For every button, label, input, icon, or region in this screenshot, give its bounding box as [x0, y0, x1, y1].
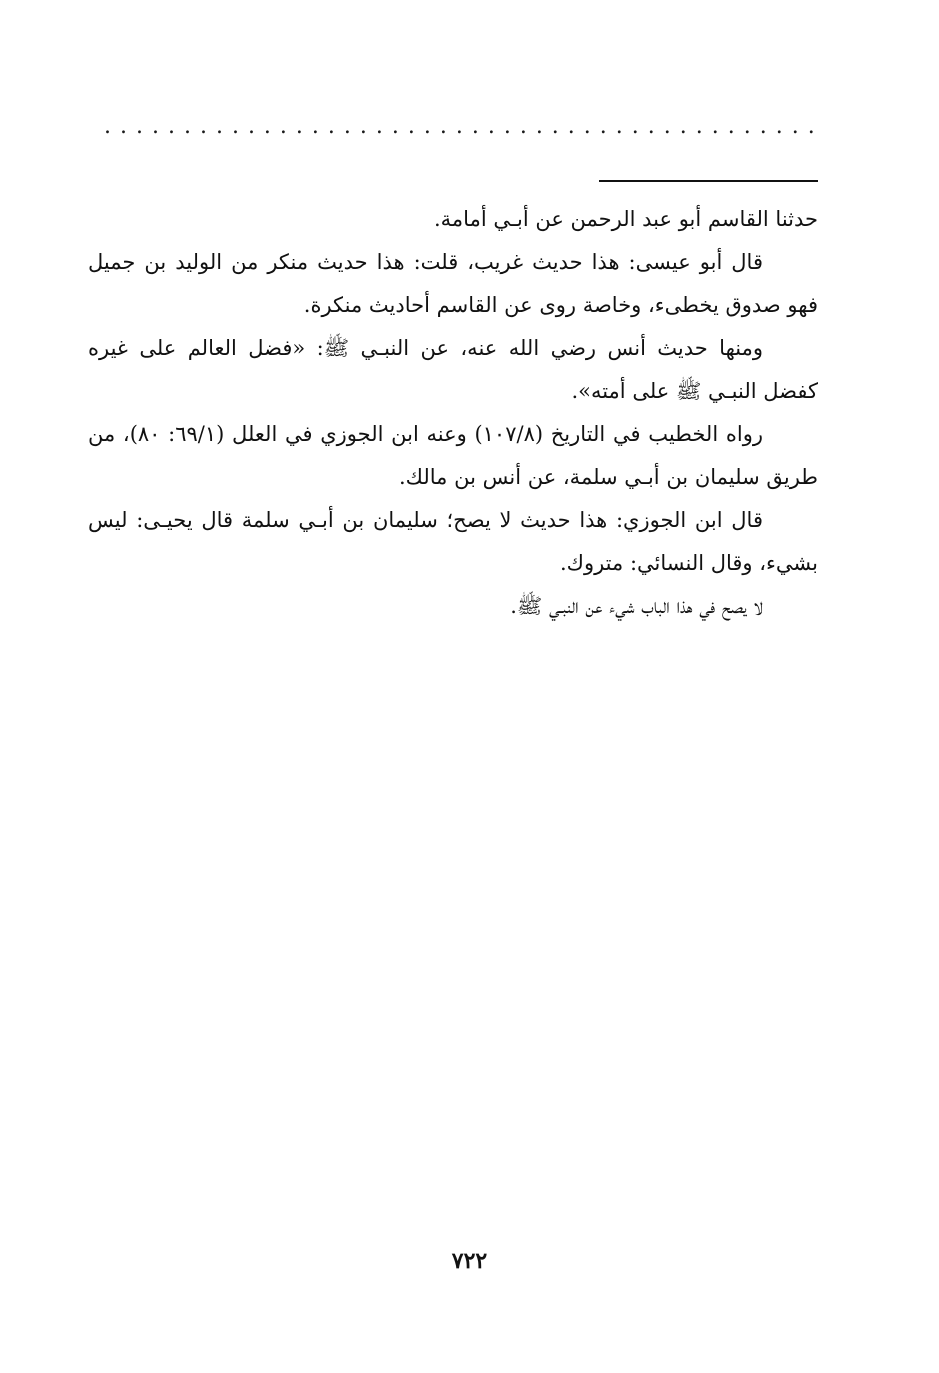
paragraph-6: لا يصح في هذا الباب شيء عن النبـي ﷺ.	[510, 594, 763, 618]
paragraph-2: قال أبو عيسى: هذا حديث غريب، قلت: هذا حديث منكر من الوليد بن جميل فهو صدوق يخطىء، وخاصة روى عن القاسم أحاديث منكرة.	[88, 250, 818, 317]
paragraph-5: قال ابن الجوزي: هذا حديث لا يصح؛ سليمان بن أبـي سلمة قال يحيـى: ليس بشيء، وقال النسائي: متروك.	[88, 508, 818, 575]
paragraph-3: ومنها حديث أنس رضي الله عنه، عن النبـي ﷺ: «فضل العالم على غيره كفضل النبـي ﷺ على أمته».	[88, 336, 818, 403]
paragraph-1: حدثنا القاسم أبو عبد الرحمن عن أبـي أمامة.	[434, 207, 818, 231]
page-number: ٧٢٢	[451, 1248, 488, 1274]
paragraph-4: رواه الخطيب في التاريخ (١٠٧/٨) وعنه ابن الجوزي في العلل (٦٩/١: ٨٠)، من طريق سليمان بن أبـي سلمة، عن أنس بن مالك.	[88, 422, 818, 489]
top-dotted-separator	[104, 116, 818, 138]
footnote-separator-line	[599, 180, 818, 182]
main-text	[88, 198, 818, 628]
